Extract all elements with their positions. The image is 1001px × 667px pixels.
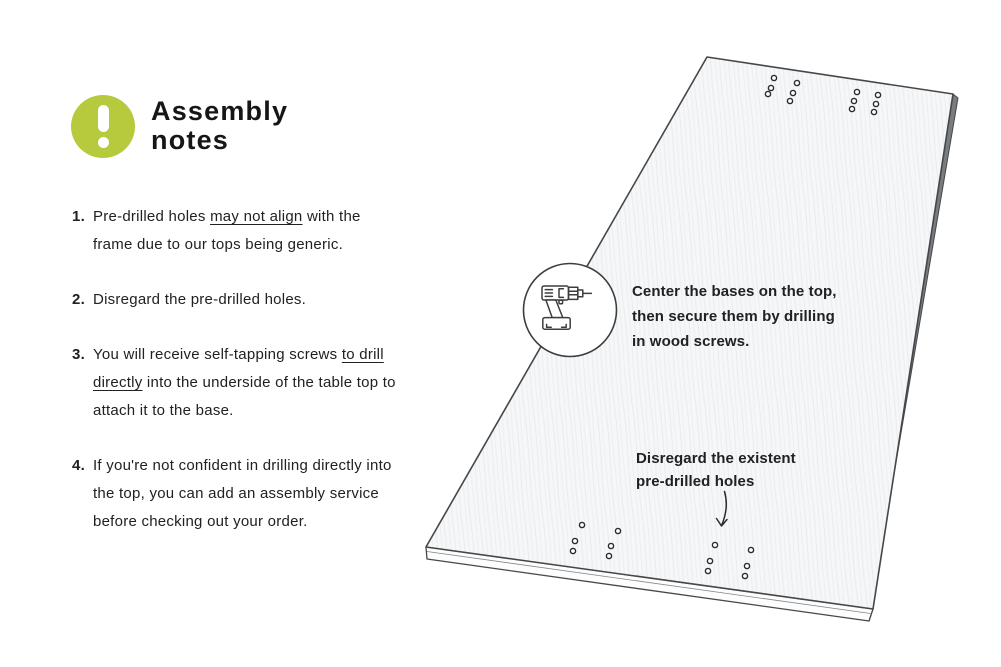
pre-drilled-hole [794,80,799,85]
pre-drilled-hole [768,85,773,90]
pre-drilled-hole [579,522,584,527]
note-text: If you're not confident in drilling directly into the top, you can add an assembly service before checking out your order. [93,457,392,530]
pre-drilled-hole [854,89,859,94]
annotation-line: Disregard the existent [636,450,796,467]
pre-drilled-hole [851,98,856,103]
pre-drilled-hole [744,563,749,568]
pre-drilled-hole [572,538,577,543]
pre-drilled-hole [742,573,747,578]
note-item [72,286,398,314]
exclamation-icon [71,95,135,158]
note-item [72,341,398,425]
pre-drilled-hole [787,98,792,103]
pre-drilled-hole [771,75,776,80]
note-text: You will receive self-tapping screws to drill directly into the underside of the table top to attach it to the base. [93,346,396,419]
pre-drilled-hole [570,548,575,553]
note-item [72,452,398,536]
page-title [151,97,288,155]
pre-drilled-hole [790,90,795,95]
pre-drilled-hole [707,558,712,563]
annotation-line: pre-drilled holes [636,473,755,490]
pre-drilled-hole [606,553,611,558]
pre-drilled-hole [849,106,854,111]
pre-drilled-hole [748,547,753,552]
pre-drilled-hole [615,528,620,533]
underlined-phrase: may not align [210,208,303,225]
note-item [72,203,398,259]
callout-line: Center the bases on the top, [632,283,837,300]
pre-drilled-hole [873,101,878,106]
pre-drilled-hole [871,109,876,114]
exclamation-dot [98,137,109,148]
page-title-line: Assembly [151,96,289,126]
note-number: 4. [72,457,86,474]
pre-drilled-hole [765,91,770,96]
note-number: 1. [72,208,86,225]
note-number: 2. [72,291,86,308]
drill-callout-text [632,279,837,354]
disregard-annotation-text [636,447,796,493]
pre-drilled-hole [705,568,710,573]
pre-drilled-hole [712,542,717,547]
drill-icon [524,264,617,357]
page-title-line: notes [151,125,230,155]
pre-drilled-hole [875,92,880,97]
note-text: Disregard the pre-drilled holes. [93,291,307,308]
drill-icon-circle [524,264,617,357]
note-text: Pre-drilled holes may not align with the frame due to our tops being generic. [93,208,361,253]
underlined-phrase: to drill directly [93,346,384,391]
assembly-notes-list [72,203,398,563]
note-number: 3. [72,346,86,363]
pre-drilled-hole [608,543,613,548]
callout-line: then secure them by drilling [632,308,835,325]
exclamation-bar [98,105,109,132]
callout-line: in wood screws. [632,333,750,350]
